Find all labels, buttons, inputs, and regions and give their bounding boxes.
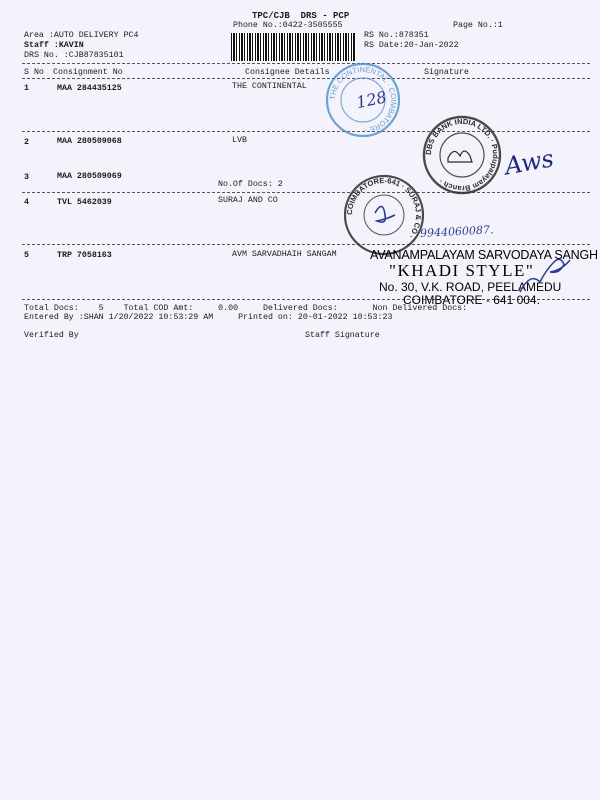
col-consignee: Consignee Details <box>245 68 330 77</box>
row-2-consignment: MAA 280509068 <box>57 137 122 146</box>
staff-label: Staff :KAVIN <box>24 41 84 50</box>
staff-signature: Staff Signature <box>305 331 380 340</box>
phone-number: Phone No.:0422-3505555 <box>233 21 343 30</box>
row-5-sno: 5 <box>24 251 29 260</box>
row-2-consignee: LVB <box>232 136 247 145</box>
row-3-docs: No.Of Docs: 2 <box>218 180 283 189</box>
khadi-line-3: No. 30, V.K. ROAD, PEELAMEDU <box>379 280 562 294</box>
row-1-sno: 1 <box>24 84 29 93</box>
col-signature: Signature <box>424 68 469 77</box>
bank-stamp <box>424 117 500 193</box>
row-4-consignee: SURAJ AND CO <box>218 196 278 205</box>
row-5-consignment: TRP 7058163 <box>57 251 112 260</box>
bank-ring-text: DBS BANK INDIA LTD. · Pudupalayam Branch · <box>423 116 501 194</box>
entered-by: Entered By :SHAN 1/20/2022 10:53:29 AM Printed on: 20-01-2022 10:53:23 <box>24 313 393 322</box>
rs-date: RS Date:20-Jan-2022 <box>364 41 459 50</box>
row-3-consignment: MAA 280509069 <box>57 172 122 181</box>
khadi-line-2: "KHADI STYLE" <box>389 261 535 280</box>
khadi-line-1: AVANAMPALAYAM SARVODAYA SANGH <box>370 248 598 262</box>
suraj-stamp <box>345 176 423 254</box>
bank-emblem-icon <box>448 151 472 162</box>
suraj-ring-text: COIMBATORE-641 · SURAJ & CO · <box>344 175 424 241</box>
page-number: Page No.:1 <box>453 21 503 30</box>
row-2-sno: 2 <box>24 138 29 147</box>
row-5-consignee: AVM SARVADHAIH SANGAM <box>232 250 337 259</box>
col-sno: S No <box>24 68 44 77</box>
verified-by: Verified By <box>24 331 79 340</box>
suraj-signature-mark <box>375 206 395 222</box>
area-label: Area :AUTO DELIVERY PC4 <box>24 31 139 40</box>
totals-line: Total Docs: 5 Total COD Amt: 0.00 Delivered Docs: Non Delivered Docs: <box>24 304 468 313</box>
col-consignment: Consignment No <box>53 68 123 77</box>
rs-number: RS No.:878351 <box>364 31 429 40</box>
phone-handwriting: 9944060087. <box>419 223 494 241</box>
row-1-consignment: MAA 284435125 <box>57 84 122 93</box>
row-4-sno: 4 <box>24 198 29 207</box>
row-4-consignment: TVL 5462039 <box>57 198 112 207</box>
bank-signature: Aws <box>502 144 556 181</box>
drs-number: DRS No. :CJB87835101 <box>24 51 124 60</box>
continental-handwriting: 128 <box>354 87 389 113</box>
row-1-consignee: THE CONTINENTAL <box>232 82 307 91</box>
report-title: TPC/CJB DRS - PCP <box>252 11 350 21</box>
khadi-line-4: COIMBATORE - 641 004. <box>403 293 540 307</box>
continental-ring-text: THE CONTINENTAL · COIMBATORE · <box>327 64 399 135</box>
row-3-sno: 3 <box>24 173 29 182</box>
